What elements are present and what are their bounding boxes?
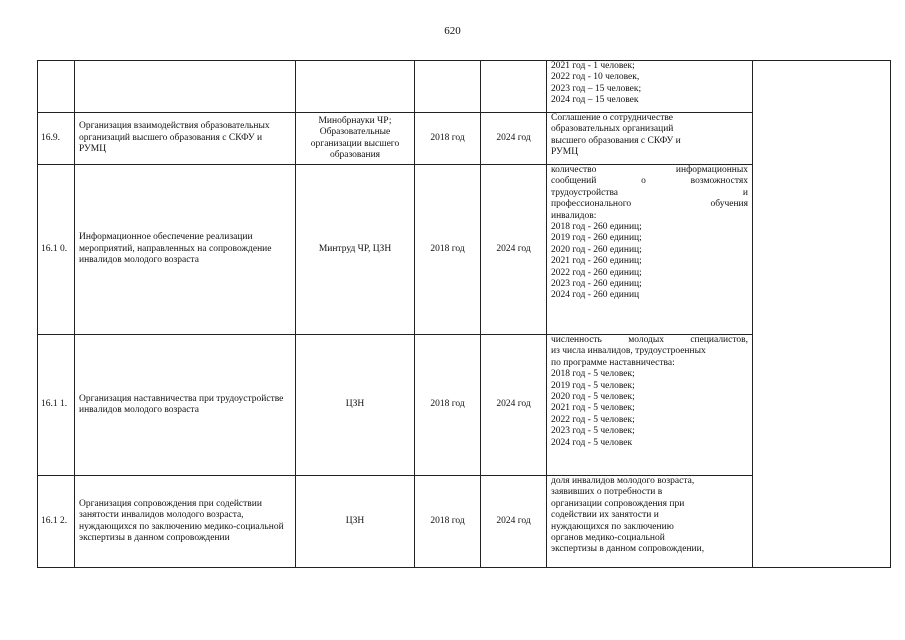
result-line: инвалидов:	[551, 210, 597, 221]
result-line: доля инвалидов молодого возраста,	[551, 476, 695, 486]
item-number: 16.1 1.	[38, 335, 75, 476]
result-line: высшего образования с СКФУ и	[551, 135, 681, 146]
result-line: 2018 год - 5 человек;	[551, 369, 635, 380]
result-line: 2021 год - 260 единиц;	[551, 256, 642, 267]
start-year: 2018 год	[415, 113, 481, 165]
executor: Минобрнауки ЧР; Образовательные организации высшего образования	[296, 113, 415, 165]
result-line: РУМЦ	[551, 147, 579, 158]
measure-name: Информационное обеспечение реализации мероприятий, направленных на сопровождение инвалидов молодого возраста	[75, 165, 296, 335]
result-line: содействии их занятости и	[551, 510, 659, 521]
end-year: 2024 год	[481, 476, 547, 568]
measure-name: Организация наставничества при трудоустройстве инвалидов молодого возраста	[75, 335, 296, 476]
result-line: из числа инвалидов, трудоустроенных	[551, 346, 706, 357]
result-line: профессионального обучения	[551, 199, 748, 210]
end-year: 2024 год	[481, 113, 547, 165]
executor: ЦЗН	[296, 335, 415, 476]
result-line: сообщений о возможностях	[551, 176, 748, 187]
result-line: 2019 год - 260 единиц;	[551, 233, 642, 244]
start-year: 2018 год	[415, 335, 481, 476]
expected-result	[547, 113, 753, 165]
result-line: 2023 год - 5 человек;	[551, 426, 635, 437]
table-row	[38, 61, 891, 113]
result-line: 2023 год – 15 человек;	[551, 83, 642, 94]
item-number: 16.1 0.	[38, 165, 75, 335]
result-line: заявивших о потребности в	[551, 487, 663, 498]
item-number: 16.1 2.	[38, 476, 75, 568]
result-line: по программе наставничества:	[551, 357, 675, 368]
page-number: 620	[444, 25, 461, 37]
start-year	[415, 61, 481, 113]
measure-name: Организация взаимодействия образовательных организаций высшего образования с СКФУ и РУМЦ	[75, 113, 296, 165]
result-line: образовательных организаций	[551, 124, 674, 135]
result-line: 2021 год - 5 человек;	[551, 403, 635, 414]
executor: ЦЗН	[296, 476, 415, 568]
expected-result	[547, 61, 753, 113]
item-number: 16.9.	[38, 113, 75, 165]
result-line: органов медико-социальной	[551, 533, 665, 544]
expected-result	[547, 476, 753, 568]
result-line: 2018 год - 260 единиц;	[551, 222, 642, 233]
executor	[296, 61, 415, 113]
result-line: 2019 год - 5 человек;	[551, 380, 635, 391]
result-line: Соглашение о сотрудничестве	[551, 113, 674, 123]
result-line: 2022 год - 10 человек,	[551, 72, 640, 83]
result-line: численность молодых специалистов,	[551, 335, 748, 345]
expected-result	[547, 335, 753, 476]
start-year: 2018 год	[415, 476, 481, 568]
measure-name	[75, 61, 296, 113]
expected-result	[547, 165, 753, 335]
executor: Минтруд ЧР, ЦЗН	[296, 165, 415, 335]
result-line: 2024 год – 15 человек	[551, 95, 639, 106]
result-line: 2024 год - 5 человек	[551, 437, 633, 448]
measure-name: Организация сопровождения при содействии занятости инвалидов молодого возраста, нуждающихся по заключению медико-социальной экспертизы в данном сопровождении	[75, 476, 296, 568]
end-year: 2024 год	[481, 335, 547, 476]
result-line: 2021 год - 1 человек;	[551, 61, 635, 71]
result-line: 2020 год - 5 человек;	[551, 392, 635, 403]
result-line: нуждающихся по заключению	[551, 521, 674, 532]
result-line: 2024 год - 260 единиц	[551, 290, 640, 301]
measures-table	[37, 60, 891, 568]
result-line: экспертизы в данном сопровождении,	[551, 544, 705, 555]
start-year: 2018 год	[415, 165, 481, 335]
end-year: 2024 год	[481, 165, 547, 335]
item-number	[38, 61, 75, 113]
result-line: количество информационных	[551, 165, 748, 175]
result-line: 2022 год - 260 единиц;	[551, 267, 642, 278]
result-line: 2020 год - 260 единиц;	[551, 244, 642, 255]
result-line: трудоустройства и	[551, 187, 748, 198]
result-line: 2022 год - 5 человек;	[551, 414, 635, 425]
result-line: организации сопровождения при	[551, 498, 685, 509]
note-cell	[753, 61, 891, 568]
end-year	[481, 61, 547, 113]
result-line: 2023 год - 260 единиц;	[551, 279, 642, 290]
